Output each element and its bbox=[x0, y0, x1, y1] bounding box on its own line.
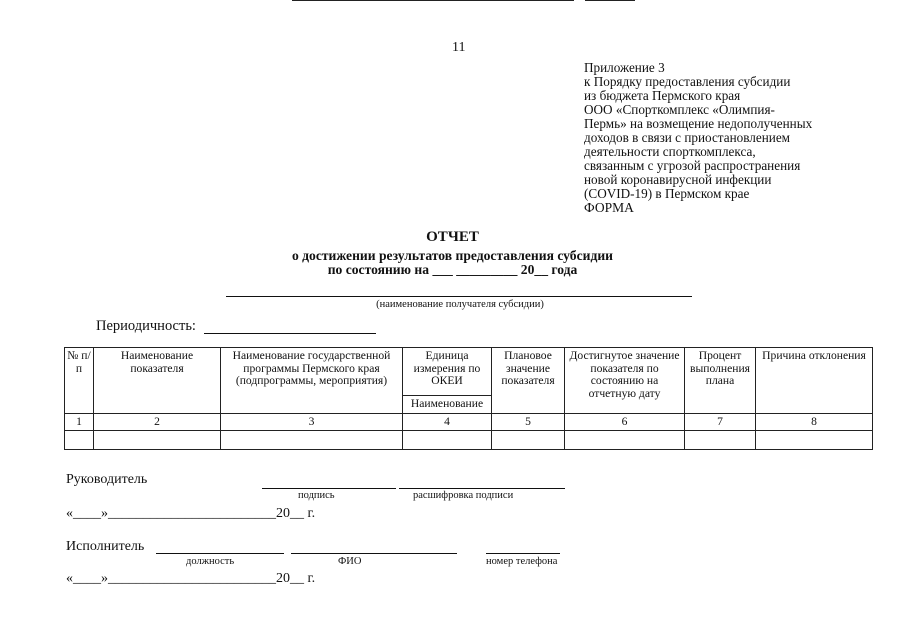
page-number: 11 bbox=[452, 40, 466, 55]
header-achieved: Достигнутое значение показателя по состоянию на отчетную дату bbox=[565, 348, 685, 414]
top-rule-left bbox=[292, 0, 574, 1]
header-num: № п/п bbox=[65, 348, 94, 414]
position-caption: должность bbox=[186, 556, 235, 567]
form-label: ФОРМА bbox=[584, 200, 634, 215]
head-decode-field[interactable] bbox=[399, 488, 565, 489]
header-unit: Единица измерения по ОКЕИ bbox=[403, 348, 492, 396]
head-signature-field[interactable] bbox=[262, 488, 396, 489]
fio-caption: ФИО bbox=[338, 556, 362, 567]
phone-caption: номер телефона bbox=[486, 556, 558, 567]
appendix-line: связанным с угрозой распространения bbox=[584, 158, 801, 173]
table-cell[interactable] bbox=[221, 431, 403, 450]
appendix-line: ООО «Спорткомплекс «Олимпия- bbox=[584, 102, 775, 117]
table-cell[interactable] bbox=[492, 431, 565, 450]
executor-fio-field[interactable] bbox=[291, 553, 457, 554]
table-cell[interactable] bbox=[685, 431, 756, 450]
appendix-line: доходов в связи с приостановлением bbox=[584, 130, 791, 145]
header-indicator: Наименование показателя bbox=[94, 348, 221, 414]
top-rule-right bbox=[585, 0, 635, 1]
executor-date-line[interactable]: «____»________________________20__ г. bbox=[66, 571, 316, 586]
appendix-block bbox=[584, 61, 812, 201]
header-percent: Процент выполнения плана bbox=[685, 348, 756, 414]
report-date-line: по состоянию на ___ _________ 20__ года bbox=[327, 262, 578, 277]
table-cell[interactable] bbox=[65, 431, 94, 450]
table-cell[interactable] bbox=[756, 431, 873, 450]
appendix-line: Пермь» на возмещение недополученных bbox=[584, 116, 813, 131]
table-cell[interactable] bbox=[94, 431, 221, 450]
signature-caption: подпись bbox=[298, 490, 335, 501]
header-program: Наименование государственной программы Пермского края (подпрограммы, мероприятия) bbox=[221, 348, 403, 414]
head-label: Руководитель bbox=[66, 472, 148, 487]
executor-phone-field[interactable] bbox=[486, 553, 560, 554]
appendix-line: (COVID-19) в Пермском крае bbox=[584, 186, 750, 201]
column-number: 5 bbox=[492, 413, 565, 431]
appendix-line: Приложение 3 bbox=[584, 60, 665, 75]
recipient-line[interactable] bbox=[226, 296, 692, 297]
header-planned: Плановое значение показателя bbox=[492, 348, 565, 414]
column-number: 7 bbox=[685, 413, 756, 431]
appendix-line: деятельности спорткомплекса, bbox=[584, 144, 756, 159]
executor-position-field[interactable] bbox=[156, 553, 284, 554]
table-cell[interactable] bbox=[565, 431, 685, 450]
head-date-line[interactable]: «____»________________________20__ г. bbox=[66, 506, 316, 521]
report-title: ОТЧЕТ bbox=[426, 229, 479, 245]
header-reason: Причина отклонения bbox=[756, 348, 873, 414]
table-row bbox=[65, 431, 873, 450]
periodicity-label: Периодичность: bbox=[96, 318, 196, 334]
recipient-caption: (наименование получателя субсидии) bbox=[376, 299, 544, 310]
header-unit-name: Наименование bbox=[403, 396, 492, 414]
column-number: 3 bbox=[221, 413, 403, 431]
column-number: 2 bbox=[94, 413, 221, 431]
appendix-line: новой коронавирусной инфекции bbox=[584, 172, 772, 187]
report-table bbox=[64, 347, 873, 450]
column-number: 1 bbox=[65, 413, 94, 431]
table-cell[interactable] bbox=[403, 431, 492, 450]
report-subtitle: о достижении результатов предоставления субсидии bbox=[291, 248, 614, 263]
appendix-line: к Порядку предоставления субсидии bbox=[584, 74, 791, 89]
executor-label: Исполнитель bbox=[66, 539, 145, 554]
column-number: 4 bbox=[403, 413, 492, 431]
column-number: 8 bbox=[756, 413, 873, 431]
periodicity-field[interactable] bbox=[204, 333, 376, 334]
appendix-line: из бюджета Пермского края bbox=[584, 88, 741, 103]
column-number: 6 bbox=[565, 413, 685, 431]
decode-caption: расшифровка подписи bbox=[413, 490, 514, 501]
